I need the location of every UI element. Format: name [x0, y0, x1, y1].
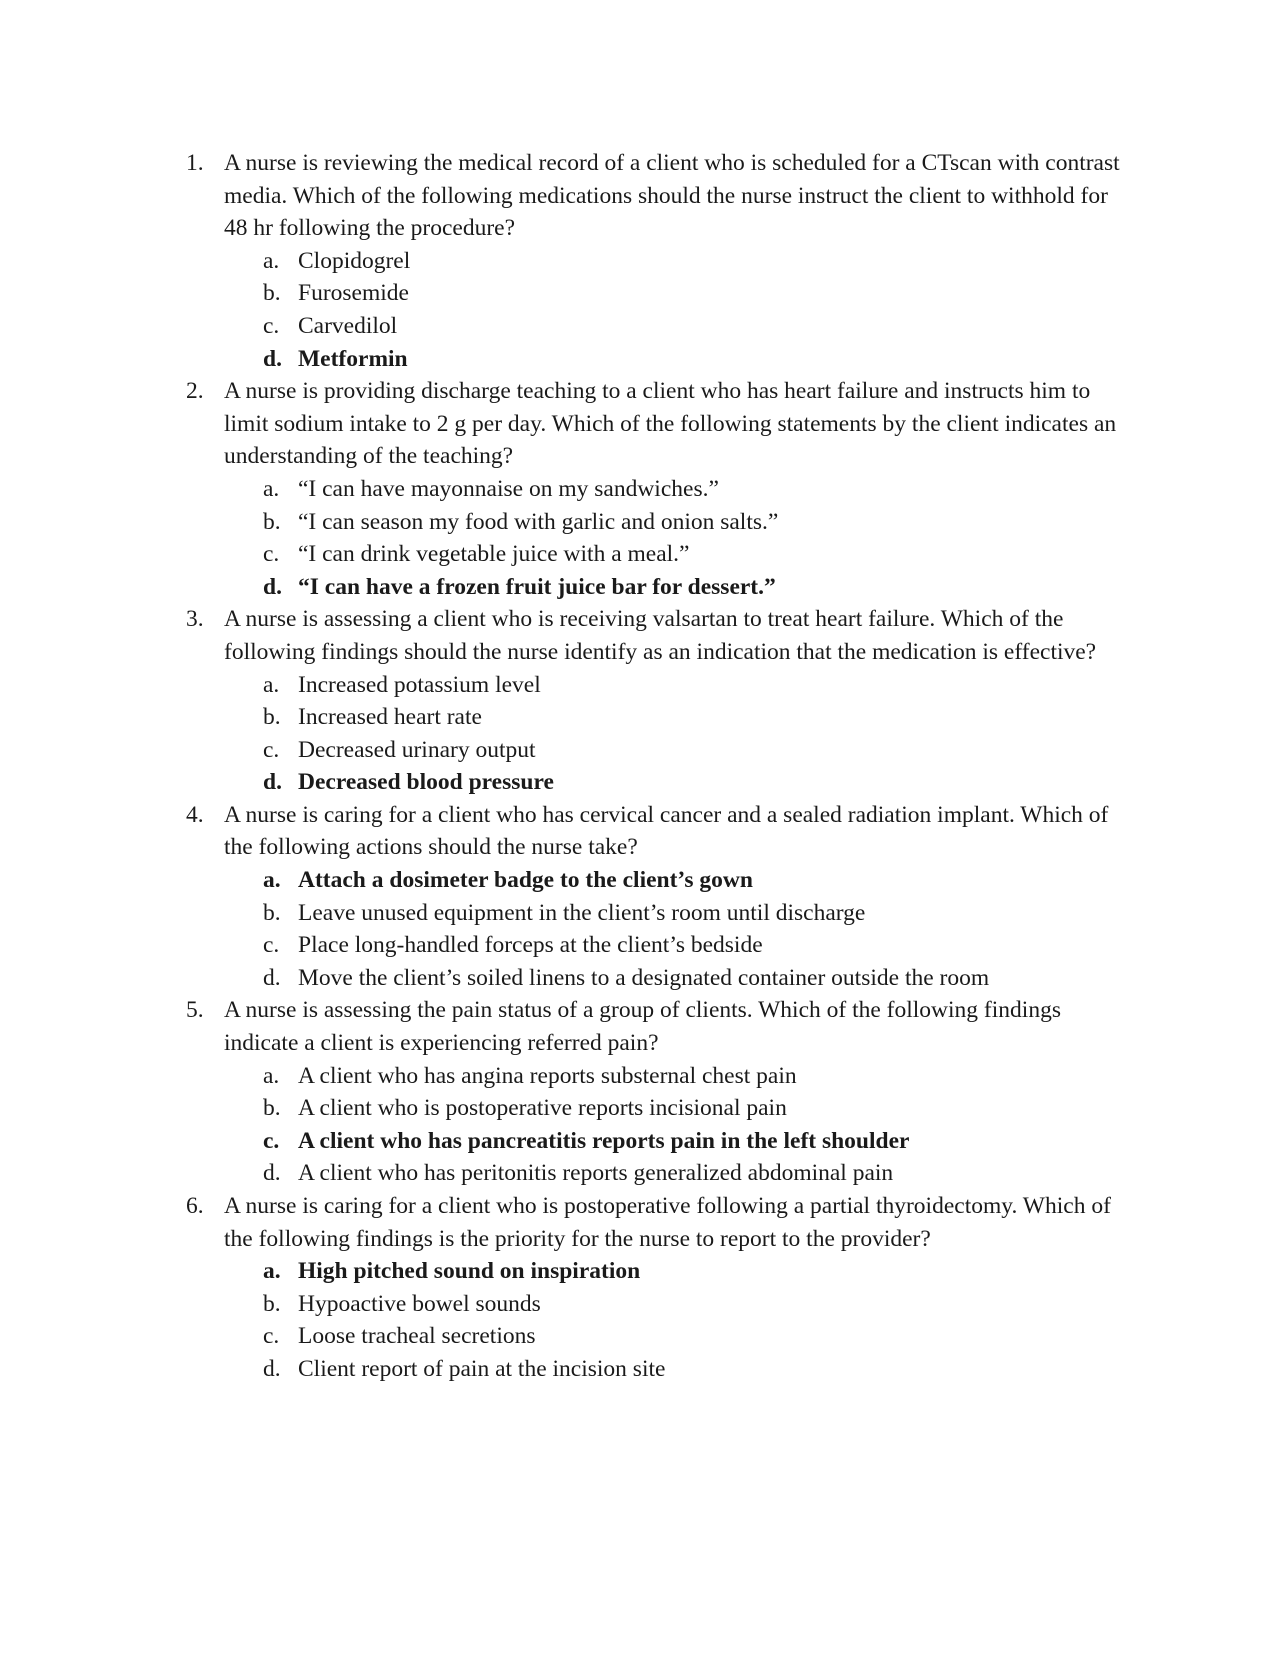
option-text: Decreased blood pressure: [298, 769, 554, 796]
question-stem: A nurse is caring for a client who has cervical cancer and a sealed radiation implant. Which of the following actions should the nurse take?: [224, 801, 1109, 861]
option-text: Client report of pain at the incision site: [298, 1355, 666, 1382]
option-letter: d.: [263, 769, 282, 796]
option-letter: c.: [263, 1323, 280, 1350]
option-list: [224, 1060, 1126, 1190]
option-b: [224, 897, 1126, 930]
option-text: “I can have a frozen fruit juice bar for dessert.”: [298, 573, 776, 600]
option-letter: d.: [263, 345, 282, 372]
option-letter: b.: [263, 508, 281, 535]
option-c: [224, 929, 1126, 962]
option-letter: a.: [263, 867, 281, 894]
question-stem: A nurse is assessing the pain status of a group of clients. Which of the following findings indicate a client is experiencing referred pain?: [224, 997, 1061, 1057]
option-text: Clopidogrel: [298, 247, 411, 274]
option-letter: c.: [263, 932, 280, 959]
question-number: 4.: [186, 801, 204, 828]
option-letter: b.: [263, 1095, 281, 1122]
option-text: High pitched sound on inspiration: [298, 1258, 641, 1285]
option-text: Hypoactive bowel sounds: [298, 1290, 541, 1317]
question-3: [186, 603, 1126, 799]
option-list: [224, 245, 1126, 375]
question-number: 5.: [186, 997, 204, 1024]
option-text: Move the client’s soiled linens to a designated container outside the room: [298, 964, 990, 991]
option-list: [224, 473, 1126, 603]
option-c: [224, 538, 1126, 571]
option-a-correct-answer: [224, 864, 1126, 897]
option-letter: d.: [263, 964, 281, 991]
question-stem: A nurse is caring for a client who is postoperative following a partial thyroidectomy. Which of the following findings is the priority for the nurse to report to the provider?: [224, 1193, 1111, 1252]
option-b: [224, 1288, 1126, 1321]
option-d: [224, 1353, 1126, 1386]
question-2: [186, 375, 1126, 603]
option-text: Furosemide: [298, 280, 409, 307]
option-a: [224, 1060, 1126, 1093]
question-6: [186, 1190, 1126, 1386]
option-letter: b.: [263, 899, 281, 926]
option-text: “I can have mayonnaise on my sandwiches.”: [298, 475, 719, 502]
option-letter: d.: [263, 1160, 281, 1187]
option-b: [224, 701, 1126, 734]
option-letter: c.: [263, 736, 280, 763]
option-text: Loose tracheal secretions: [298, 1323, 536, 1350]
option-text: A client who has peritonitis reports generalized abdominal pain: [298, 1160, 894, 1187]
option-letter: b.: [263, 704, 281, 731]
option-c-correct-answer: [224, 1125, 1126, 1158]
option-d: [224, 962, 1126, 995]
option-letter: a.: [263, 1062, 280, 1089]
option-letter: b.: [263, 1290, 281, 1317]
question-5: [186, 994, 1126, 1190]
option-letter: c.: [263, 541, 280, 568]
question-number: 2.: [186, 378, 204, 405]
option-list: [224, 669, 1126, 799]
option-text: A client who has pancreatitis reports pain in the left shoulder: [298, 1127, 910, 1154]
option-text: Attach a dosimeter badge to the client’s gown: [298, 867, 753, 894]
question-1: [186, 147, 1126, 375]
option-letter: b.: [263, 280, 281, 307]
option-list: [224, 1255, 1126, 1385]
question-4: [186, 799, 1126, 995]
option-text: A client who is postoperative reports incisional pain: [298, 1095, 787, 1122]
option-a: [224, 473, 1126, 506]
option-text: “I can drink vegetable juice with a meal.”: [298, 541, 690, 568]
option-d: [224, 1157, 1126, 1190]
option-text: Increased potassium level: [298, 671, 541, 698]
option-letter: a.: [263, 475, 280, 502]
option-b: [224, 277, 1126, 310]
option-text: Leave unused equipment in the client’s room until discharge: [298, 899, 866, 926]
option-letter: d.: [263, 573, 282, 600]
question-list: [186, 147, 1126, 1386]
option-c: [224, 310, 1126, 343]
option-d-correct-answer: [224, 766, 1126, 799]
question-number: 3.: [186, 606, 204, 633]
question-stem: A nurse is assessing a client who is receiving valsartan to treat heart failure. Which of the following findings should the nurse identify as an indication that the medication is effective?: [224, 606, 1097, 665]
option-list: [224, 864, 1126, 994]
option-letter: c.: [263, 1127, 280, 1154]
question-stem: A nurse is providing discharge teaching to a client who has heart failure and instructs him to limit sodium intake to 2 g per day. Which of the following statements by the client indicates an understanding of the teaching?: [224, 378, 1117, 470]
option-text: Metformin: [298, 345, 408, 372]
option-letter: c.: [263, 312, 280, 339]
option-c: [224, 734, 1126, 767]
option-text: A client who has angina reports substernal chest pain: [298, 1062, 797, 1089]
question-number: 6.: [186, 1193, 204, 1219]
question-stem: A nurse is reviewing the medical record of a client who is scheduled for a CTscan with contrast media. Which of the following medications should the nurse instruct the client to withhold for 48 hr following the procedure?: [224, 150, 1120, 242]
option-a: [224, 669, 1126, 702]
option-text: Increased heart rate: [298, 704, 482, 731]
option-letter: a.: [263, 247, 280, 274]
question-number: 1.: [186, 150, 204, 176]
option-b: [224, 1092, 1126, 1125]
option-a: [224, 245, 1126, 278]
option-letter: a.: [263, 671, 280, 698]
option-a-correct-answer: [224, 1255, 1126, 1288]
option-text: “I can season my food with garlic and onion salts.”: [298, 508, 779, 535]
option-d-correct-answer: [224, 571, 1126, 604]
option-text: Carvedilol: [298, 312, 398, 339]
option-text: Decreased urinary output: [298, 736, 536, 763]
option-letter: a.: [263, 1258, 281, 1285]
option-b: [224, 506, 1126, 539]
option-text: Place long-handled forceps at the client’s bedside: [298, 932, 763, 959]
option-letter: d.: [263, 1355, 281, 1382]
option-d-correct-answer: [224, 343, 1126, 376]
option-c: [224, 1320, 1126, 1353]
